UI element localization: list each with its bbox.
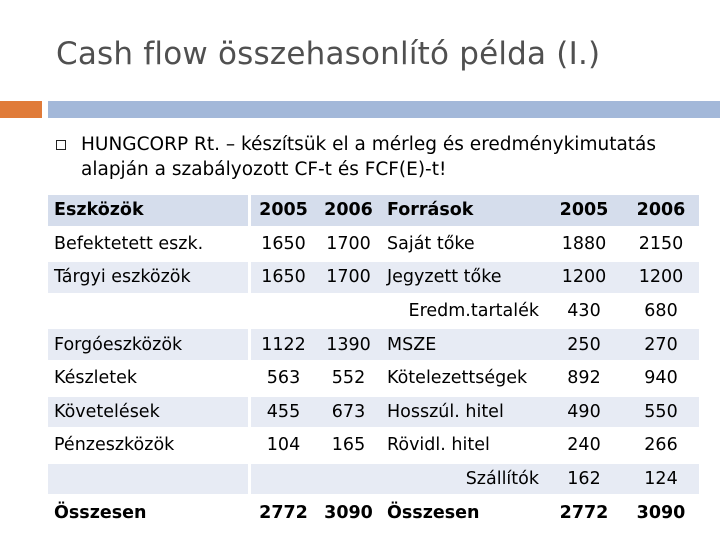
table-row [48,363,699,394]
table-row [48,430,699,461]
square-bullet-icon [56,140,66,150]
table-cell [48,464,251,495]
table-cell: Saját tőke [381,229,545,260]
table-cell: Pénzeszközök [48,430,251,461]
table-cell [251,464,316,495]
table-cell: 680 [623,296,699,327]
table-cell: Követelések [48,397,251,428]
header-assets: Eszközök [48,195,251,226]
table-header-row [48,195,699,226]
table-cell: 270 [623,329,699,360]
table-cell: Hosszúl. hitel [381,397,545,428]
table-cell: 124 [623,464,699,495]
table-cell: 1700 [316,262,381,293]
table-row [48,397,699,428]
accent-bar-orange [0,101,42,118]
table-cell: Kötelezettségek [381,363,545,394]
table-cell: 165 [316,430,381,461]
header-year: 2006 [623,195,699,226]
table-cell: 162 [545,464,623,495]
table-cell: Összesen [48,497,251,528]
table-cell: 2772 [251,497,316,528]
header-sources: Források [381,195,545,226]
table-cell: 552 [316,363,381,394]
table-row [48,296,699,327]
table-cell: 1200 [545,262,623,293]
table-cell: 1880 [545,229,623,260]
table-cell: Készletek [48,363,251,394]
table-cell: 250 [545,329,623,360]
table-row [48,329,699,360]
table-cell: 2150 [623,229,699,260]
table-cell: 892 [545,363,623,394]
table-cell: 673 [316,397,381,428]
table-cell: 1200 [623,262,699,293]
table-cell: 940 [623,363,699,394]
table-row [48,464,699,495]
table-row [48,229,699,260]
table-cell: 3090 [623,497,699,528]
table-cell: 455 [251,397,316,428]
table-cell [316,464,381,495]
header-year: 2005 [251,195,316,226]
table-cell [251,296,316,327]
table-cell: 3090 [316,497,381,528]
table-cell: Eredm.tartalék [381,296,545,327]
table-cell: 1700 [316,229,381,260]
table-cell: 1122 [251,329,316,360]
balance-sheet-table [48,192,699,531]
table-cell: 430 [545,296,623,327]
header-year: 2005 [545,195,623,226]
table-cell: 1650 [251,229,316,260]
table-cell: 1390 [316,329,381,360]
table-cell: Jegyzett tőke [381,262,545,293]
table-cell: Befektetett eszk. [48,229,251,260]
table-total-row [48,497,699,528]
table-cell: Rövidl. hitel [381,430,545,461]
table-row [48,262,699,293]
table-cell [48,296,251,327]
accent-bar-blue [48,101,720,118]
slide-title: Cash flow összehasonlító példa (I.) [56,36,601,72]
header-year: 2006 [316,195,381,226]
table-cell: 2772 [545,497,623,528]
table-cell [316,296,381,327]
table-cell: Szállítók [381,464,545,495]
table-cell: 563 [251,363,316,394]
bullet-item [54,132,704,182]
table-cell: Tárgyi eszközök [48,262,251,293]
bullet-text: HUNGCORP Rt. – készítsük el a mérleg és eredménykimutatás alapján a szabályozott CF-t és FCF(E)-t! [81,134,657,180]
table-cell: 104 [251,430,316,461]
table-cell: 266 [623,430,699,461]
table-cell: 490 [545,397,623,428]
table-cell: 550 [623,397,699,428]
table-cell: Összesen [381,497,545,528]
table-cell: 1650 [251,262,316,293]
table-cell: Forgóeszközök [48,329,251,360]
table-cell: 240 [545,430,623,461]
table-cell: MSZE [381,329,545,360]
